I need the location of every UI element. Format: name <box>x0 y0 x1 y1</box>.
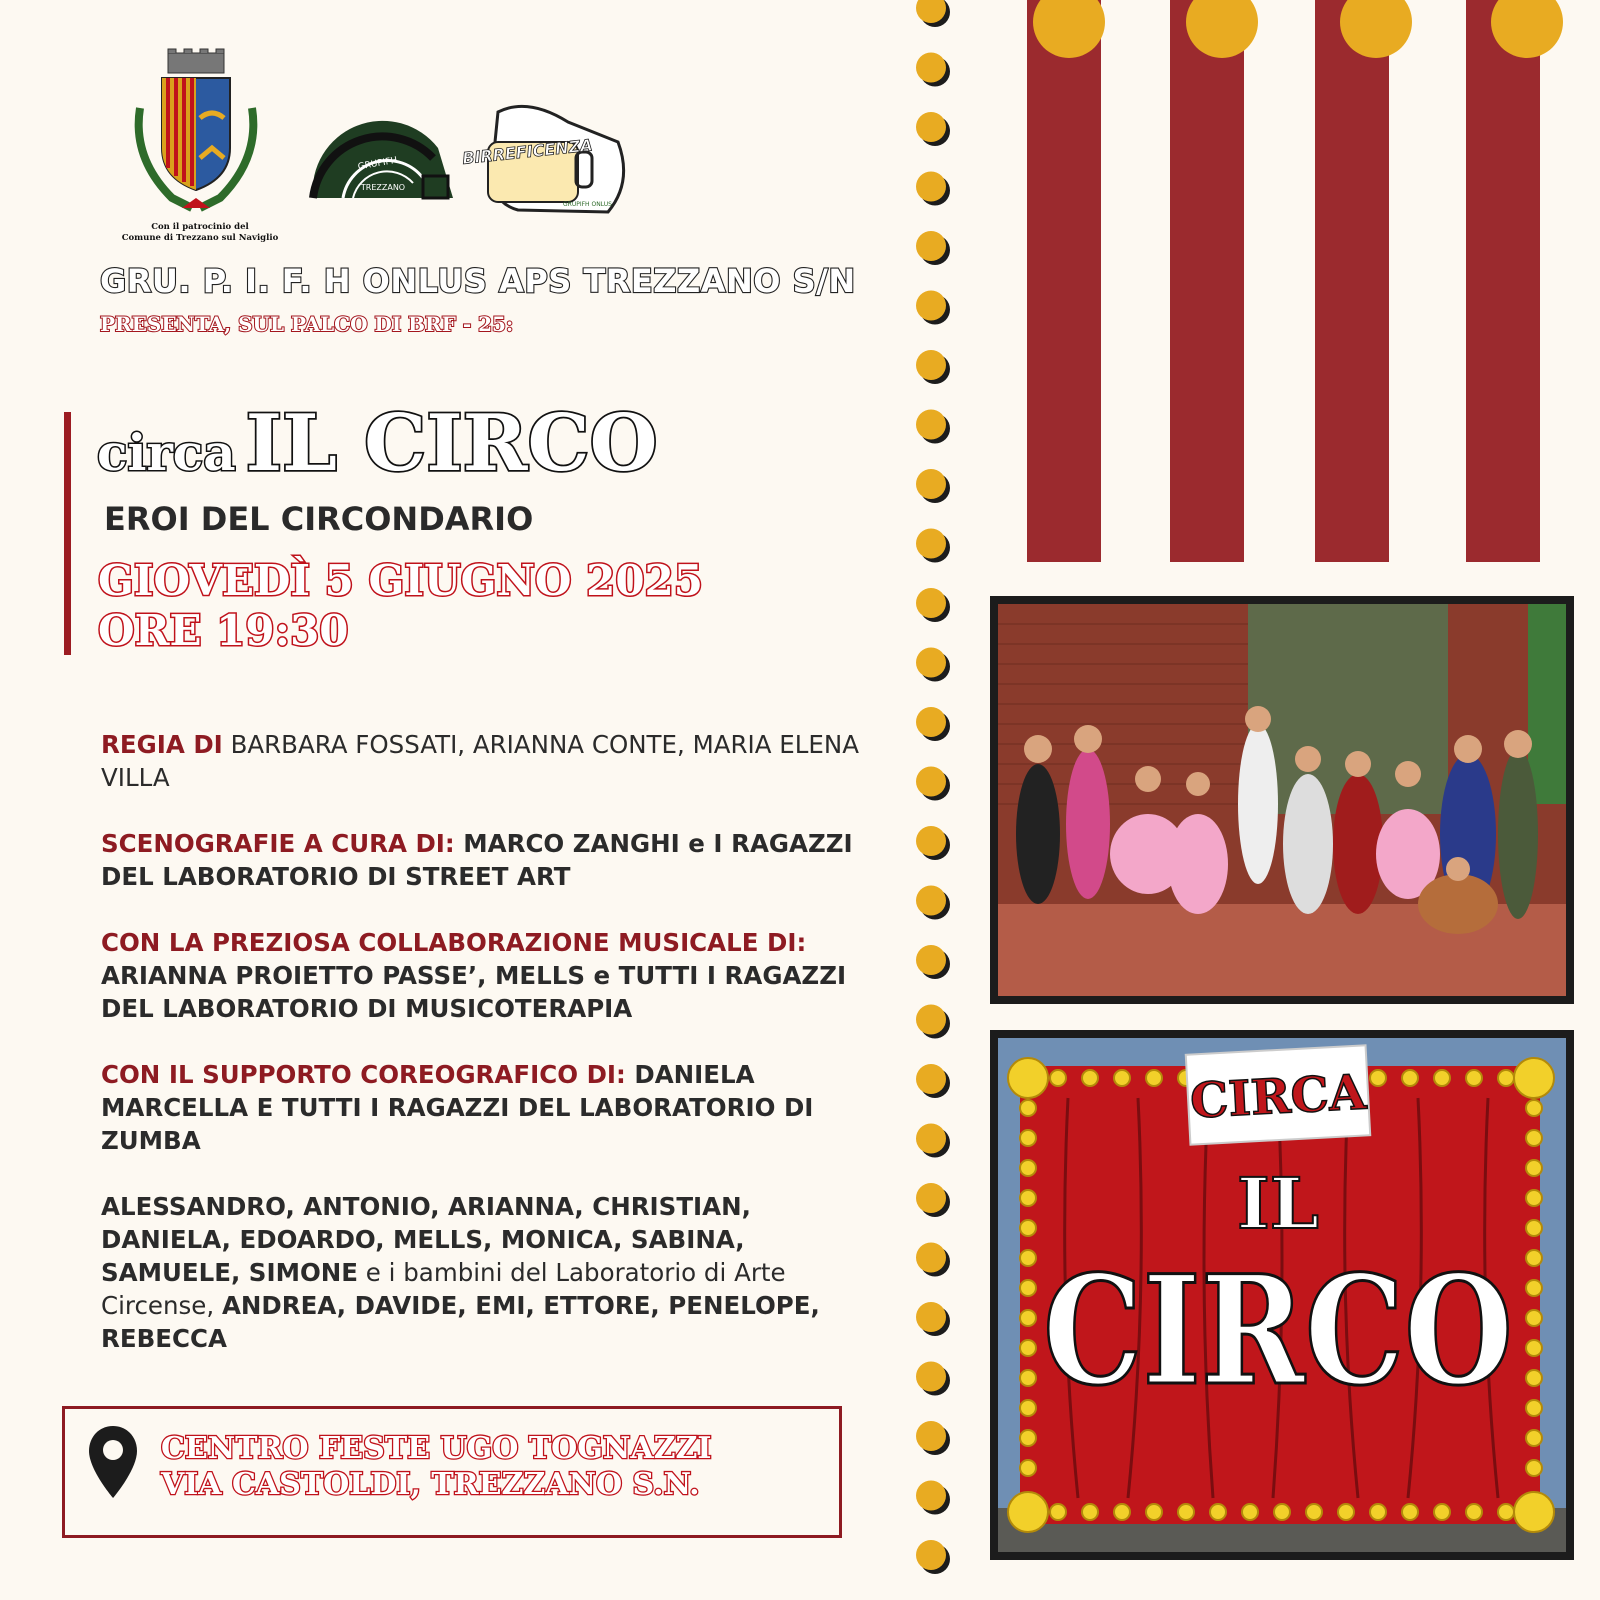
credit-regia-label: REGIA DI <box>101 730 223 759</box>
credit-cast <box>101 1190 881 1355</box>
sign-bulb <box>1402 1070 1418 1086</box>
credit-coreografia <box>101 1058 881 1157</box>
sign-bulb <box>1514 1058 1554 1098</box>
event-date: GIOVEDÌ 5 GIUGNO 2025 <box>98 556 704 605</box>
sign-bulb <box>1526 1310 1542 1326</box>
gruppifh-logo-subtext: TREZZANO <box>360 183 406 192</box>
sign-bulb <box>1008 1058 1048 1098</box>
sign-bulb <box>1020 1160 1036 1176</box>
sign-bulb <box>1008 1492 1048 1532</box>
dot <box>916 410 946 440</box>
dot <box>916 529 946 559</box>
credit-musica-text: ARIANNA PROIETTO PASSE’, MELLS e TUTTI I RAGAZZI DEL LABORATORIO DI MUSICOTERAPIA <box>101 961 847 1023</box>
sign-bulb <box>1466 1070 1482 1086</box>
sign-bulb <box>1338 1504 1354 1520</box>
sign-bulb <box>1526 1130 1542 1146</box>
sign-bulb <box>1114 1070 1130 1086</box>
sign-bulb <box>1466 1504 1482 1520</box>
dot <box>916 1243 946 1273</box>
credit-scenografie <box>101 827 881 893</box>
sign-bulb <box>1526 1340 1542 1356</box>
sign-bulb <box>1526 1190 1542 1206</box>
organizer-line: GRU. P. I. F. H ONLUS APS TREZZANO S/N <box>100 262 856 300</box>
dot <box>916 112 946 142</box>
sign-bulb <box>1434 1504 1450 1520</box>
event-title-big: IL CIRCO <box>245 398 658 489</box>
dot <box>916 588 946 618</box>
dot <box>916 1124 946 1154</box>
sign-bulb <box>1146 1070 1162 1086</box>
sign-bulb <box>1434 1070 1450 1086</box>
sign-bulb <box>1498 1504 1514 1520</box>
sign-bulb <box>1020 1100 1036 1116</box>
sign-bulb <box>1526 1370 1542 1386</box>
credits-block <box>101 728 881 1388</box>
event-subtitle: EROI DEL CIRCONDARIO <box>104 500 534 538</box>
group-photo <box>990 596 1574 1004</box>
sign-bulb <box>1050 1504 1066 1520</box>
dot <box>916 172 946 202</box>
sign-bulb <box>1526 1100 1542 1116</box>
sign-bulb <box>1526 1250 1542 1266</box>
birreficenza-logo-text: BIRREFICENZA <box>461 135 594 168</box>
stripe <box>1466 0 1540 562</box>
sign-bulb <box>1082 1070 1098 1086</box>
dot <box>916 350 946 380</box>
credit-regia-text: BARBARA FOSSATI, ARIANNA CONTE, MARIA ELENA VILLA <box>101 730 859 792</box>
patronage-line-2: Comune di Trezzano sul Naviglio <box>121 233 279 243</box>
group-photo-image <box>998 604 1566 996</box>
sign-bulb <box>1114 1504 1130 1520</box>
dot <box>916 1064 946 1094</box>
credit-scenografie-text: MARCO ZANGHI e I RAGAZZI DEL LABORATORIO DI STREET ART <box>101 829 853 891</box>
sign-bulb <box>1146 1504 1162 1520</box>
sign-bulb <box>1210 1504 1226 1520</box>
sign-bulb <box>1498 1070 1514 1086</box>
dot <box>916 53 946 83</box>
credit-musica-label: CON LA PREZIOSA COLLABORAZIONE MUSICALE DI: <box>101 928 807 957</box>
dot <box>916 1302 946 1332</box>
dot <box>916 469 946 499</box>
sign-bulb <box>1020 1310 1036 1326</box>
sign-bulb <box>1020 1370 1036 1386</box>
venue-text <box>161 1431 711 1503</box>
sign-bulb <box>1020 1130 1036 1146</box>
sign-bulb <box>1020 1400 1036 1416</box>
dot <box>916 1005 946 1035</box>
circo-sign-image <box>998 1038 1566 1552</box>
sign-bulb <box>1178 1504 1194 1520</box>
sign-bulb <box>1082 1504 1098 1520</box>
sign-bulb <box>1370 1070 1386 1086</box>
sign-bulb <box>1050 1070 1066 1086</box>
sign-bulb <box>1020 1190 1036 1206</box>
sign-bulb <box>1526 1400 1542 1416</box>
dot <box>916 231 946 261</box>
dot <box>916 886 946 916</box>
dot <box>916 648 946 678</box>
dot <box>916 945 946 975</box>
sign-bulb <box>1020 1250 1036 1266</box>
dot <box>916 1362 946 1392</box>
sign-bulb <box>1526 1220 1542 1236</box>
credit-scenografie-label: SCENOGRAFIE A CURA DI: <box>101 829 455 858</box>
sign-bulb <box>1020 1430 1036 1446</box>
circus-stripes <box>1000 0 1600 562</box>
stripe <box>1170 0 1244 562</box>
comune-crest-logo <box>132 48 260 218</box>
dot <box>916 1481 946 1511</box>
sign-bulb <box>1274 1504 1290 1520</box>
title-accent-bar <box>64 412 71 655</box>
sign-bulb <box>1370 1504 1386 1520</box>
dot <box>916 767 946 797</box>
birreficenza-logo <box>458 102 633 218</box>
sign-circo-text: CIRCO <box>1043 1243 1513 1419</box>
venue-address: VIA CASTOLDI, TREZZANO S.N. <box>161 1467 700 1502</box>
sign-bulb <box>1306 1504 1322 1520</box>
sign-bulb <box>1526 1460 1542 1476</box>
dot <box>916 826 946 856</box>
cast-names-1: ALESSANDRO, ANTONIO, ARIANNA, CHRISTIAN, DANIELA, EDOARDO, MELLS, MONICA, SABINA, SAMUELE, SIMONE <box>101 1192 751 1287</box>
presenta-line: PRESENTA, SUL PALCO DI BRF - 25: <box>100 312 514 336</box>
circo-sign-photo <box>990 1030 1574 1560</box>
sign-il-text: IL <box>1237 1162 1319 1245</box>
decorative-dots-column <box>912 0 962 1600</box>
gruppifh-logo <box>303 88 463 206</box>
location-pin-icon <box>87 1424 139 1500</box>
credit-musica <box>101 926 881 1025</box>
sign-circa-text: CIRCA <box>1188 1064 1368 1130</box>
sign-bulb <box>1526 1280 1542 1296</box>
patronage-text <box>100 222 300 244</box>
stripe <box>1027 0 1101 562</box>
sign-bulb <box>1526 1430 1542 1446</box>
sign-bulb <box>1020 1280 1036 1296</box>
sign-bulb <box>1020 1340 1036 1356</box>
credit-coreografia-text: DANIELA MARCELLA E TUTTI I RAGAZZI DEL LABORATORIO DI ZUMBA <box>101 1060 814 1155</box>
dot <box>916 1421 946 1451</box>
stripe <box>1315 0 1389 562</box>
sign-bulb <box>1402 1504 1418 1520</box>
sign-bulb <box>1514 1492 1554 1532</box>
dot <box>916 1540 946 1570</box>
birreficenza-logo-subtext: GRUPIFH ONLUS <box>563 201 612 208</box>
dot <box>916 1183 946 1213</box>
patronage-line-1: Con il patrocinio del <box>151 222 249 232</box>
cast-mid: e i bambini del Laboratorio di Arte Circense, <box>101 1258 786 1320</box>
dot <box>916 291 946 321</box>
credit-coreografia-label: CON IL SUPPORTO COREOGRAFICO DI: <box>101 1060 626 1089</box>
dot <box>916 707 946 737</box>
cast-names-2: ANDREA, DAVIDE, EMI, ETTORE, PENELOPE, REBECCA <box>101 1291 820 1353</box>
credit-regia <box>101 728 881 794</box>
sign-bulb <box>1020 1460 1036 1476</box>
sign-bulb <box>1020 1220 1036 1236</box>
event-title <box>97 398 658 489</box>
event-title-small: circa <box>97 423 236 482</box>
sign-bulb <box>1242 1504 1258 1520</box>
sign-bulb <box>1526 1160 1542 1176</box>
gruppifh-logo-text: GRUPIFH <box>357 155 399 173</box>
venue-name: CENTRO FESTE UGO TOGNAZZI <box>161 1431 712 1466</box>
event-time: ORE 19:30 <box>98 606 349 655</box>
